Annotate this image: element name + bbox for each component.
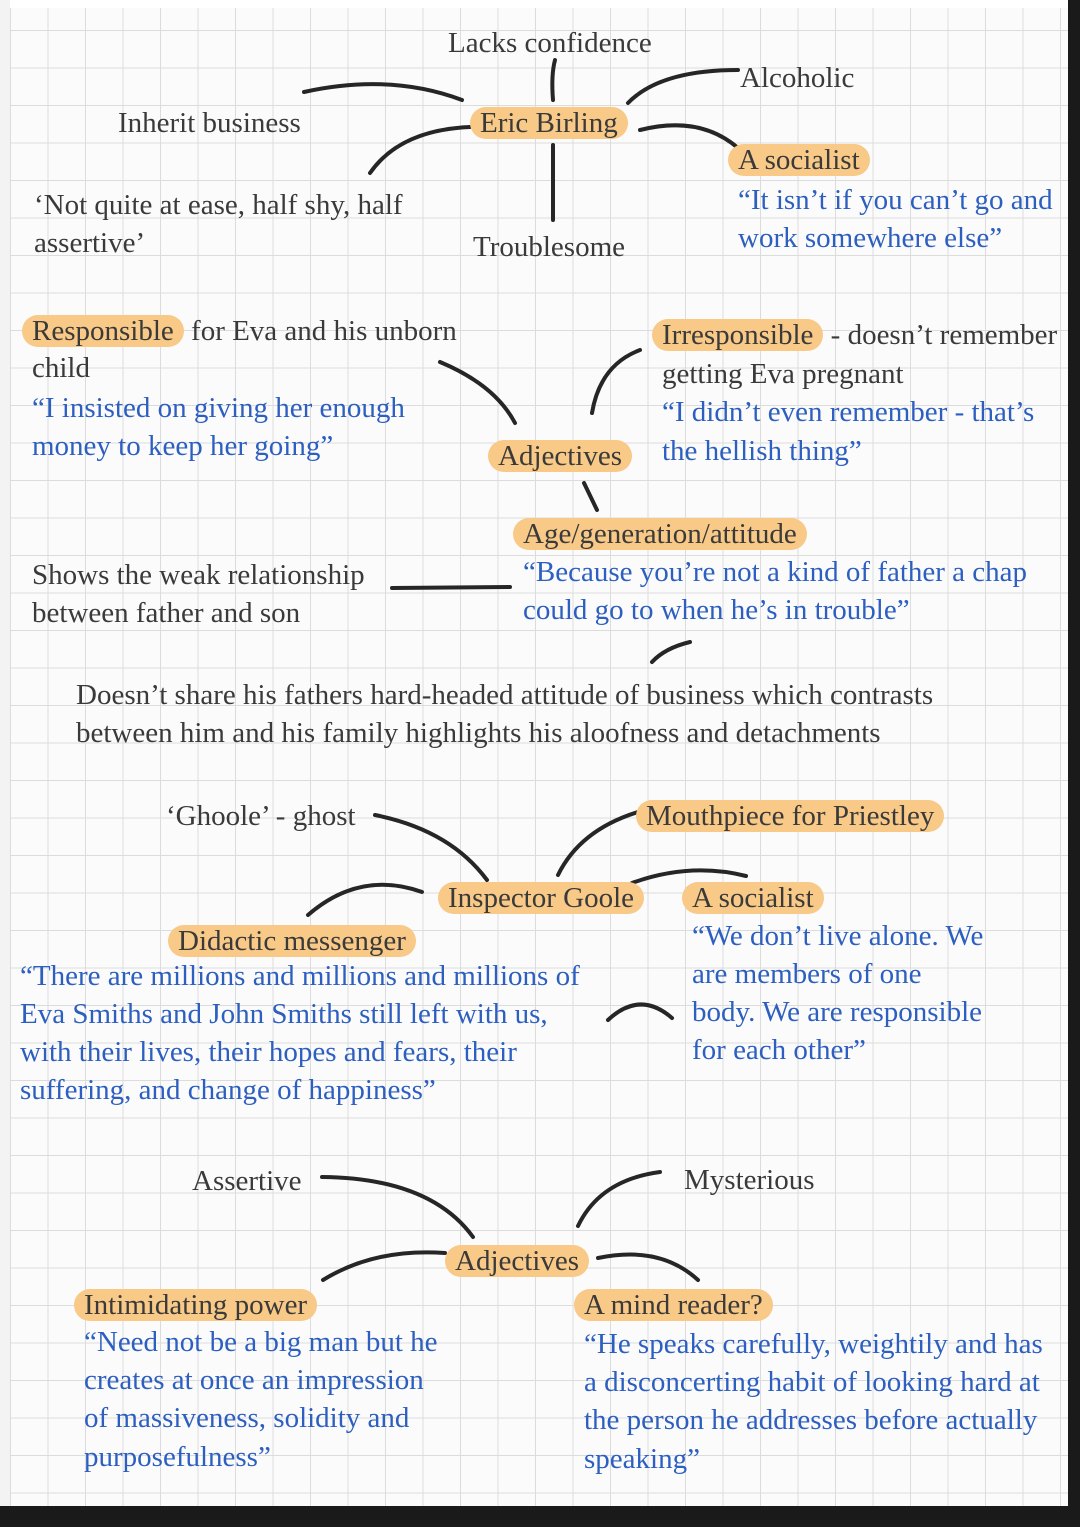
weak-relationship-line-2: between father and son — [32, 597, 301, 629]
lacks-confidence-label: Lacks confidence — [448, 27, 652, 59]
mind-reader-quote-line-2: a disconcerting habit of looking hard at — [584, 1366, 1040, 1398]
inspector-adjectives-highlight: Adjectives — [445, 1245, 589, 1277]
intimidating-quote-line-3: of massiveness, solidity and — [84, 1402, 410, 1434]
intimidating-power-label — [84, 1286, 317, 1324]
troublesome-label: Troublesome — [473, 231, 625, 263]
eric-birling-highlight: Eric Birling — [470, 107, 628, 139]
responsible-quote-line-2: money to keep her going” — [32, 430, 334, 462]
mind-reader-quote-line-3: the person he addresses before actually — [584, 1404, 1038, 1436]
mind-reader-label — [584, 1286, 773, 1324]
alcoholic-label: Alcoholic — [740, 62, 855, 94]
eric-socialist-quote-line-2: work somewhere else” — [738, 222, 1003, 254]
page-edge-left — [0, 0, 10, 1527]
ghoole-ghost-label: ‘Ghoole’ - ghost — [166, 800, 356, 832]
stage-direction-line-1: ‘Not quite at ease, half shy, half — [34, 189, 403, 221]
mind-reader-highlight: A mind reader? — [574, 1289, 773, 1321]
eric-socialist-quote-line-1: “It isn’t if you can’t go and — [738, 184, 1053, 216]
irresponsible-quote-line-1: “I didn’t even remember - that’s — [662, 396, 1035, 428]
inspector-socialist-label — [692, 879, 824, 917]
eric-adjectives-title — [498, 437, 632, 475]
age-quote-line-1: “Because you’re not a kind of father a chap — [523, 556, 1028, 588]
didactic-quote-line-4: suffering, and change of happiness” — [20, 1074, 436, 1106]
didactic-quote-line-1: “There are millions and millions and millions of — [20, 960, 580, 992]
intimidating-quote-line-1: “Need not be a big man but he — [84, 1326, 438, 1358]
inspector-socialist-quote-line-4: for each other” — [692, 1034, 866, 1066]
inspector-socialist-quote-line-1: “We don’t live alone. We — [692, 920, 984, 952]
age-quote-line-2: could go to when he’s in trouble” — [523, 594, 910, 626]
mysterious-label: Mysterious — [684, 1164, 815, 1196]
page-edge-right — [1068, 0, 1080, 1527]
irresponsible-quote-line-2: the hellish thing” — [662, 435, 862, 467]
intimidating-quote-line-2: creates at once an impression — [84, 1364, 424, 1396]
inspector-socialist-highlight: A socialist — [682, 882, 824, 914]
irresponsible-text: - doesn’t remember — [823, 319, 1058, 351]
mind-reader-quote-line-4: speaking” — [584, 1443, 700, 1475]
eric-socialist-label — [738, 141, 870, 179]
age-generation-label — [523, 515, 807, 553]
mouthpiece-highlight: Mouthpiece for Priestley — [636, 800, 944, 832]
intimidating-quote-line-4: purposefulness” — [84, 1441, 271, 1473]
eric-adjectives-highlight: Adjectives — [488, 440, 632, 472]
eric-socialist-highlight: A socialist — [728, 144, 870, 176]
inspector-goole-title — [448, 879, 644, 917]
irresponsible-highlight: Irresponsible — [652, 319, 823, 351]
assertive-label: Assertive — [192, 1165, 302, 1197]
age-generation-highlight: Age/generation/attitude — [513, 518, 807, 550]
eric-birling-title — [480, 104, 628, 142]
inspector-adjectives-title — [455, 1242, 589, 1280]
business-attitude-line-1: Doesn’t share his fathers hard-headed attitude of business which contrasts — [76, 679, 934, 711]
irresponsible-line-1 — [662, 316, 1057, 354]
inherit-business-label: Inherit business — [118, 107, 301, 139]
intimidating-power-highlight: Intimidating power — [74, 1289, 317, 1321]
mind-reader-quote-line-1: “He speaks carefully, weightily and has — [584, 1328, 1043, 1360]
didactic-quote-line-2: Eva Smiths and John Smiths still left with us, — [20, 998, 548, 1030]
responsible-highlight: Responsible — [22, 315, 184, 347]
inspector-socialist-quote-line-3: body. We are responsible — [692, 996, 982, 1028]
responsible-quote-line-1: “I insisted on giving her enough — [32, 392, 405, 424]
business-attitude-line-2: between him and his family highlights his aloofness and detachments — [76, 717, 881, 749]
inspector-socialist-quote-line-2: are members of one — [692, 958, 922, 990]
page-edge-bottom — [0, 1506, 1080, 1527]
irresponsible-line-2: getting Eva pregnant — [662, 358, 904, 390]
stage-direction-line-2: assertive’ — [34, 227, 146, 259]
didactic-messenger-label — [178, 922, 416, 960]
inspector-goole-highlight: Inspector Goole — [438, 882, 644, 914]
mouthpiece-label — [646, 797, 944, 835]
responsible-line-2: child — [32, 352, 90, 384]
responsible-line-1 — [32, 312, 457, 350]
didactic-messenger-highlight: Didactic messenger — [168, 925, 416, 957]
weak-relationship-line-1: Shows the weak relationship — [32, 559, 365, 591]
responsible-text: for Eva and his unborn — [183, 315, 457, 347]
didactic-quote-line-3: with their lives, their hopes and fears, their — [20, 1036, 517, 1068]
